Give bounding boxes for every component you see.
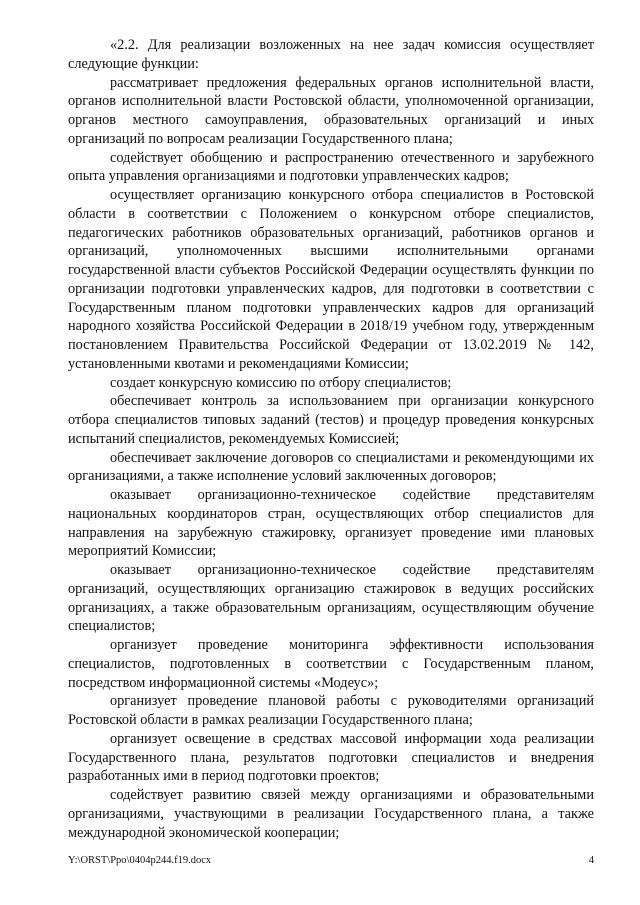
paragraph-function: организует проведение плановой работы с руководителями организаций Ростовской области в рамках реализации Государственного плана; xyxy=(68,693,594,728)
paragraph-function: создает конкурсную комиссию по отбору специалистов; xyxy=(110,374,452,391)
document-body xyxy=(68,36,594,842)
paragraph-function: обеспечивает контроль за использованием при организации конкурсного отбора специалистов типовых заданий (тестов) и процедур проведения конкурсных испытаний специалистов, рекомендуемых Комиссией; xyxy=(68,393,594,447)
paragraph-function: оказывает организационно-техническое содействие представителям организаций, осуществляющих организацию стажировок в ведущих российских организациях, а также образовательным организациям, осуществляющим обучение специалистов; xyxy=(68,562,594,635)
paragraph-function: обеспечивает заключение договоров со специалистами и рекомендующими их организациями, а также исполнение условий заключенных договоров; xyxy=(68,449,594,485)
paragraph-function: организует проведение мониторинга эффективности использования специалистов, подготовленных в соответствии с Государственным планом, посредством информационной системы «Модеус»; xyxy=(68,637,594,691)
paragraph-function: оказывает организационно-техническое содействие представителям национальных координаторов стран, осуществляющих отбор специалистов для направления на зарубежную стажировку, организует проведение ими плановых мероприятий Комиссии; xyxy=(68,487,594,560)
page-number: 4 xyxy=(588,855,594,866)
paragraph-function: организует освещение в средствах массовой информации хода реализации Государственного плана, результатов подготовки специалистов и внедрения разработанных ими в период подготовки проектов; xyxy=(68,730,594,785)
footer-file-path: Y:\ORST\Ppo\0404p244.f19.docx xyxy=(68,855,212,866)
paragraph-function: содействует развитию связей между организациями и образовательными организациями, участвующими в реализации Государственного плана, а также международной экономической кооперации; xyxy=(68,787,594,841)
paragraph-function: рассматривает предложения федеральных органов исполнительной власти, органов исполнительной власти Ростовской области, уполномоченной организации, органов местного самоуправления, образовательных организаций и иных организаций по вопросам реализации Государственного плана; xyxy=(68,74,594,147)
paragraph-function: содействует обобщению и распространению отечественного и зарубежного опыта управления организациями и подготовки управленческих кадров; xyxy=(68,149,594,185)
paragraph-function: осуществляет организацию конкурсного отбора специалистов в Ростовской области в соответствии с Положением о конкурсном отборе специалистов, педагогических работников образовательных организаций, работников органов и организаций, уполномоченных высшими исполнительными органами государственной власти субъектов Российской Федерации осуществлять функции по организации подготовки управленческих кадров, для подготовки в соответствии с Государственным планом подготовки управленческих кадров для организаций народного хозяйства Российской Федерации в 2018/19 учебном году, утвержденным постановлением Правительства Российской Федерации от 13.02.2019 № 142, установленными квотами и рекомендациями Комиссии; xyxy=(68,187,594,372)
paragraph-intro: «2.2. Для реализации возложенных на нее задач комиссия осуществляет следующие функции: xyxy=(68,37,594,72)
